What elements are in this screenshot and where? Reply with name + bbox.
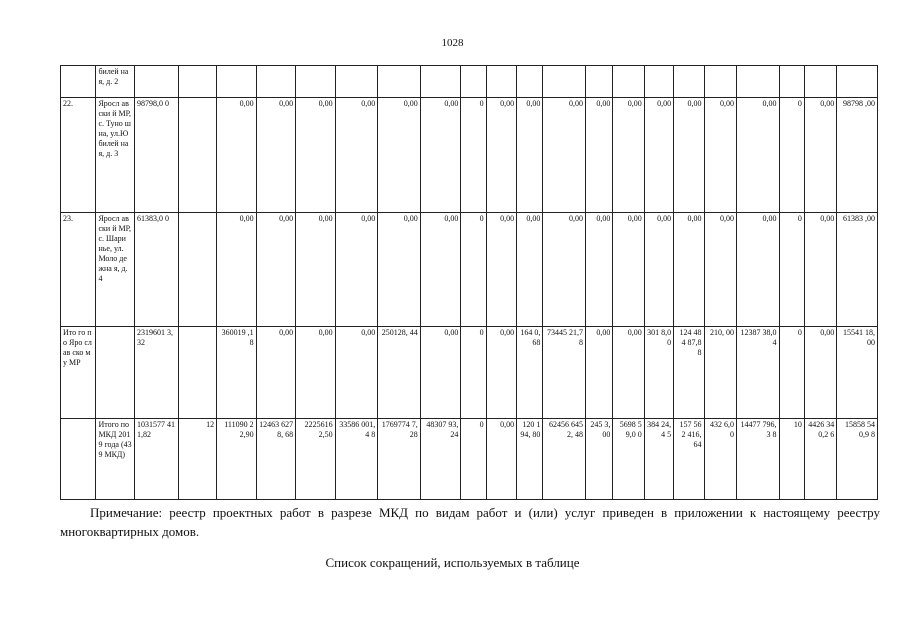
- table-cell: [178, 66, 217, 98]
- table-cell: 0,00: [296, 98, 336, 213]
- table-row: [61, 66, 878, 98]
- table-cell: 0,00: [613, 213, 644, 327]
- registry-table-wrapper: [60, 65, 878, 500]
- table-cell: 384 24,4 5: [644, 419, 673, 500]
- table-cell: 48307 93,24: [420, 419, 461, 500]
- table-cell: 61383 ,00: [837, 213, 878, 327]
- cell-total-cost: 61383,0 0: [134, 213, 178, 327]
- table-cell: [644, 66, 673, 98]
- table-cell: [804, 66, 836, 98]
- table-cell: 0,00: [217, 213, 257, 327]
- table-cell: 5698 59,0 0: [613, 419, 644, 500]
- table-cell: 0,00: [736, 213, 779, 327]
- table-cell: [420, 66, 461, 98]
- note-paragraph: Примечание: реестр проектных работ в разрезе МКД по видам работ и (или) услуг приведен в приложении к настоящему реестру многоквартирных домов.: [60, 505, 880, 539]
- table-cell: 0: [461, 213, 486, 327]
- table-cell: 111090 22,90: [217, 419, 257, 500]
- table-cell: 0,00: [486, 327, 516, 419]
- table-cell: 0,00: [486, 213, 516, 327]
- table-cell: 4426 340,2 6: [804, 419, 836, 500]
- table-cell: 0,00: [335, 213, 378, 327]
- table-cell: [178, 98, 217, 213]
- table-cell: 0,00: [486, 98, 516, 213]
- table-cell: 0,00: [543, 98, 586, 213]
- table-cell: 0,00: [613, 327, 644, 419]
- cell-number: 22.: [61, 98, 96, 213]
- table-cell: 15858 540,9 8: [837, 419, 878, 500]
- table-cell: [486, 66, 516, 98]
- table-cell: [736, 66, 779, 98]
- table-cell: 0,00: [674, 213, 704, 327]
- table-cell: 10: [779, 419, 804, 500]
- table-cell: [837, 66, 878, 98]
- table-cell: [585, 66, 612, 98]
- cell-number: [61, 419, 96, 500]
- cell-total-cost: 2319601 3,32: [134, 327, 178, 419]
- table-cell: 0,00: [543, 213, 586, 327]
- table-cell: [517, 66, 543, 98]
- table-cell: 0: [779, 213, 804, 327]
- table-cell: 124 484 87,8 8: [674, 327, 704, 419]
- table-cell: 0,00: [517, 213, 543, 327]
- registry-table: [60, 65, 878, 500]
- table-cell: [461, 66, 486, 98]
- table-cell: 15541 18,00: [837, 327, 878, 419]
- cell-number: [61, 66, 96, 98]
- table-cell: [178, 327, 217, 419]
- table-cell: 33586 001,4 8: [335, 419, 378, 500]
- cell-number: Ито го по Яро слав ско му МР: [61, 327, 96, 419]
- table-cell: 0,00: [644, 98, 673, 213]
- table-cell: 0,00: [517, 98, 543, 213]
- table-cell: 0,00: [804, 327, 836, 419]
- table-cell: 0,00: [420, 213, 461, 327]
- table-cell: 0,00: [644, 213, 673, 327]
- table-cell: 0,00: [256, 213, 296, 327]
- table-cell: [543, 66, 586, 98]
- table-cell: [217, 66, 257, 98]
- table-cell: [378, 66, 421, 98]
- table-row: [61, 327, 878, 419]
- table-cell: [674, 66, 704, 98]
- table-cell: [335, 66, 378, 98]
- cell-address: Яросл авски й МР, с. Шари нье, ул. Моло дежна я, д. 4: [96, 213, 135, 327]
- table-cell: 0,00: [378, 213, 421, 327]
- table-cell: 2225616 2,50: [296, 419, 336, 500]
- table-cell: 98798 ,00: [837, 98, 878, 213]
- table-cell: 0: [461, 419, 486, 500]
- table-cell: 0: [779, 327, 804, 419]
- table-cell: 301 8,00: [644, 327, 673, 419]
- table-cell: 0,00: [804, 98, 836, 213]
- table-cell: 0,00: [256, 327, 296, 419]
- table-cell: 62456 6452, 48: [543, 419, 586, 500]
- table-cell: [296, 66, 336, 98]
- table-cell: 210, 00: [704, 327, 736, 419]
- table-cell: 1769774 7,28: [378, 419, 421, 500]
- table-cell: 0,00: [335, 327, 378, 419]
- table-cell: 12: [178, 419, 217, 500]
- table-cell: 14477 796,3 8: [736, 419, 779, 500]
- abbreviations-heading: Список сокращений, используемых в таблице: [325, 555, 580, 570]
- table-cell: 0,00: [420, 327, 461, 419]
- table-cell: 0,00: [585, 213, 612, 327]
- cell-address: [96, 327, 135, 419]
- cell-number: 23.: [61, 213, 96, 327]
- table-cell: 0,00: [486, 419, 516, 500]
- cell-address: билей ная, д. 2: [96, 66, 135, 98]
- table-cell: 0,00: [585, 98, 612, 213]
- cell-total-cost: 1031577 411,82: [134, 419, 178, 500]
- table-cell: 0,00: [217, 98, 257, 213]
- table-cell: 0,00: [736, 98, 779, 213]
- table-cell: 0,00: [704, 213, 736, 327]
- table-cell: 164 0,68: [517, 327, 543, 419]
- page-number: 1028: [441, 37, 464, 49]
- table-cell: 0,00: [335, 98, 378, 213]
- table-cell: 0: [461, 98, 486, 213]
- table-cell: [779, 66, 804, 98]
- table-cell: 0,00: [378, 98, 421, 213]
- table-cell: [704, 66, 736, 98]
- table-row: [61, 98, 878, 213]
- table-cell: 120 194, 80: [517, 419, 543, 500]
- table-cell: [178, 213, 217, 327]
- table-cell: 0,00: [613, 98, 644, 213]
- table-cell: [256, 66, 296, 98]
- cell-total-cost: [134, 66, 178, 98]
- cell-address: Яросл авски й МР, с. Туно шна, ул.Ю билей ная, д. 3: [96, 98, 135, 213]
- table-cell: 157 562 416, 64: [674, 419, 704, 500]
- table-cell: 0: [779, 98, 804, 213]
- table-cell: 12387 38,04: [736, 327, 779, 419]
- table-cell: 0,00: [585, 327, 612, 419]
- table-cell: 432 6,00: [704, 419, 736, 500]
- table-cell: [613, 66, 644, 98]
- table-row: [61, 419, 878, 500]
- table-cell: 0,00: [420, 98, 461, 213]
- table-cell: 245 3,00: [585, 419, 612, 500]
- table-row: [61, 213, 878, 327]
- table-cell: 0,00: [704, 98, 736, 213]
- table-cell: 0: [461, 327, 486, 419]
- table-cell: 360019 ,18: [217, 327, 257, 419]
- table-cell: 0,00: [296, 213, 336, 327]
- cell-address: Итого по МКД 2019 года (439 МКД): [96, 419, 135, 500]
- table-cell: 73445 21,78: [543, 327, 586, 419]
- table-cell: 0,00: [296, 327, 336, 419]
- cell-total-cost: 98798,0 0: [134, 98, 178, 213]
- table-cell: 250128, 44: [378, 327, 421, 419]
- table-cell: 0,00: [804, 213, 836, 327]
- table-cell: 12463 6278, 68: [256, 419, 296, 500]
- table-cell: 0,00: [674, 98, 704, 213]
- table-cell: 0,00: [256, 98, 296, 213]
